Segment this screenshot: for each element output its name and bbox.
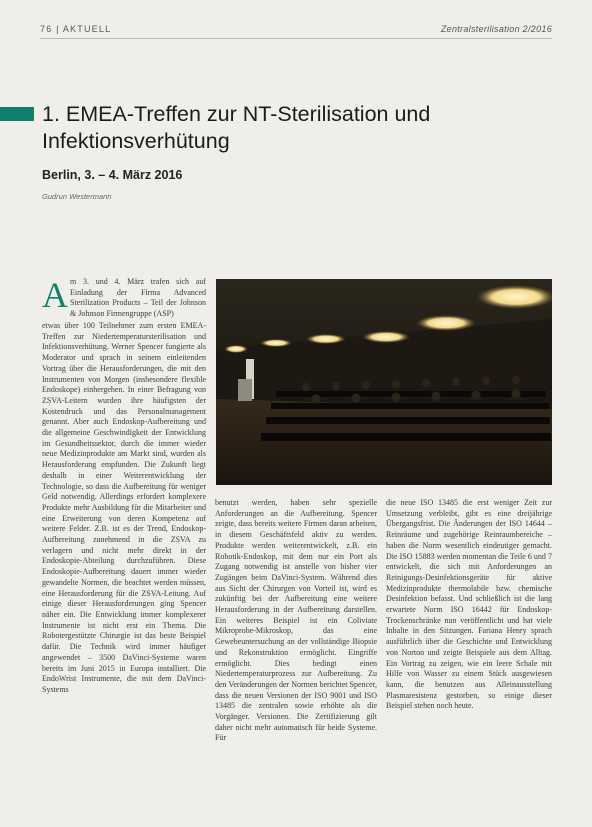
article-author: Gudrun Westermann <box>42 192 112 201</box>
article-subtitle: Berlin, 3. – 4. März 2016 <box>42 168 183 182</box>
journal-label: Zentralsterilisation 2/2016 <box>440 24 552 34</box>
body-column-2: benutzt werden, haben sehr spezielle Anforderungen an die Aufbereitung. Spencer zeigte, dass bereits weitere Firmen daran arbeiten, in diesem Geschäftsfeld aktiv zu werden. Produkte werden weiterentwickelt, z.B. ein Robotik-Endoskop, mit dem nur ein Port als Zugang notwendig ist anstelle von bisher vier Zugängen beim DaVinci-System. Während dies aus Sicht der Chirurgen von Vorteil ist, wird es zukünftig bei der Aufbereitung eine weitere Herausforderung in der Aufbereitung darstellen. Ein weiteres Beispiel ist ein Coliviate Mikroprobe-Mikroskop, das eine Gewebeuntersuchung an der vollständige Biopsie und Rekonstruktion ermöglicht. Eingriffe ermöglicht. Dies bedingt einen Niedertemperaturprozess zur Aufbereitung. Zu den Veränderungen der Normen berichtet Spencer, dass die neuen Versionen der ISO 9001 und ISO 13485 die zentralen sowie erhöhte als die Vorgänger. Versionen. Die Zertifizierung gilt daher nicht mehr automatisch für beide Systeme. Für <box>215 498 377 743</box>
lead-paragraph: m 3. und 4. März trafen sich auf Einladung der Firma Advanced Sterilization Products – Teil der Johnson & Johnson Firmengruppe (ASP) <box>70 277 206 319</box>
running-header <box>40 24 552 36</box>
body-column-1: etwas über 100 Teilnehmer zum ersten EMEA-Treffen zur Niedertemperatursterilisation und Infektionsverhütung. Werner Spencer fungierte als Moderator und sprach in seinem einleitenden Vortrag über die Herausforderungen, die mit den Instrumenten von Morgen (insbesondere flexible Endoskope) einhergehen. In einer Befragung von ZSVA-Leitern wurden ihre häufigsten der Kostendruck und das Personalmanagement genannt. Aber auch Endoskop-Aufbereitung und die allgemeine Geschwindigkeit der Entwicklung im Gesundheitssektor, durch die immer wieder neue Medizinprodukte am Markt sind, wurden als Herausforderung empfunden. Die Zukunft liegt deshalb in einer Weiterentwicklung der Technologie, so dass die Aufbereitung für weniger Geld notwendig. Allerdings erfordert komplexere Produkte mehr Ausbildung für die Mitarbeiter und eine Erweiterung von deren Kompetenz auf weitere Felder. Z.B. ist es der Trend, Endoskop-Aufbereitung zunehmend in die ZSVA zu verlagern und nicht mehr direkt in der Endoskopie-Abteilung durchzuführen. Diese Endoskopie-Aufbereitung dauert immer wieder gewandelte Normen, die beachtet werden müssen, eine Herausforderung für die ZSVA-Leitung. Auf einige dieser Herausforderungen ging Spencer näher ein. Die Entwicklung immer komplexerer Instrumente ist nicht erst ein Thema. Die Robotergestützte Chirurgie ist das beste Beispiel dafür. Die Technik wird immer häufiger angewendet – 3500 DaVinci-Systeme waren bereits im Juni 2015 in Europa installiert. Die EndoWrist Instrumente, die mit dem DaVinci-Systems <box>42 321 206 694</box>
body-column-3: die neue ISO 13485 die erst weniger Zeit zur Umsetzung verbleibt, gibt es eine dreijährige Übergangsfrist. Die Änderungen der ISO 14644 – Reinräume und zugehörige Reinraumbereiche – haben die Norm wesentlich eindeutiger gemacht. Die ISO 15883 werden momentan die Teile 6 und 7 entwickelt, die sich mit Anforderungen an Reinigungs-Desinfektionsgeräte für aktive Medizinprodukte thermolabile bzw. chemische Desinfektion befasst. Und schließlich ist die lang erwartete Norm ISO 16442 für Endoskop-Trockenschränke nun veröffentlicht und hat viele Inhalte in den Sitzungen. Fariana Henry sprach ausführlich über die Geschichte und Entwicklung von Norton und zeigte Beispiele aus dem Alltag. Ein Vortrag zu zeigen, wie ein leere Schale mit Hilfe von Wasser zu einem Stück ausgewiesen kann, die benutzen aus Alleinausstellung Plasmaresistenz gestorben, so einige dieser Beispiel stehen noch heute. <box>386 498 552 711</box>
article-title: 1. EMEA-Treffen zur NT-Sterilisation und Infektionsverhütung <box>42 102 431 153</box>
drop-cap: A <box>42 275 68 315</box>
section-label: 76 | AKTUELL <box>40 24 112 34</box>
conference-photo <box>216 279 552 485</box>
title-marker-bar <box>0 107 34 121</box>
header-rule <box>40 38 552 39</box>
